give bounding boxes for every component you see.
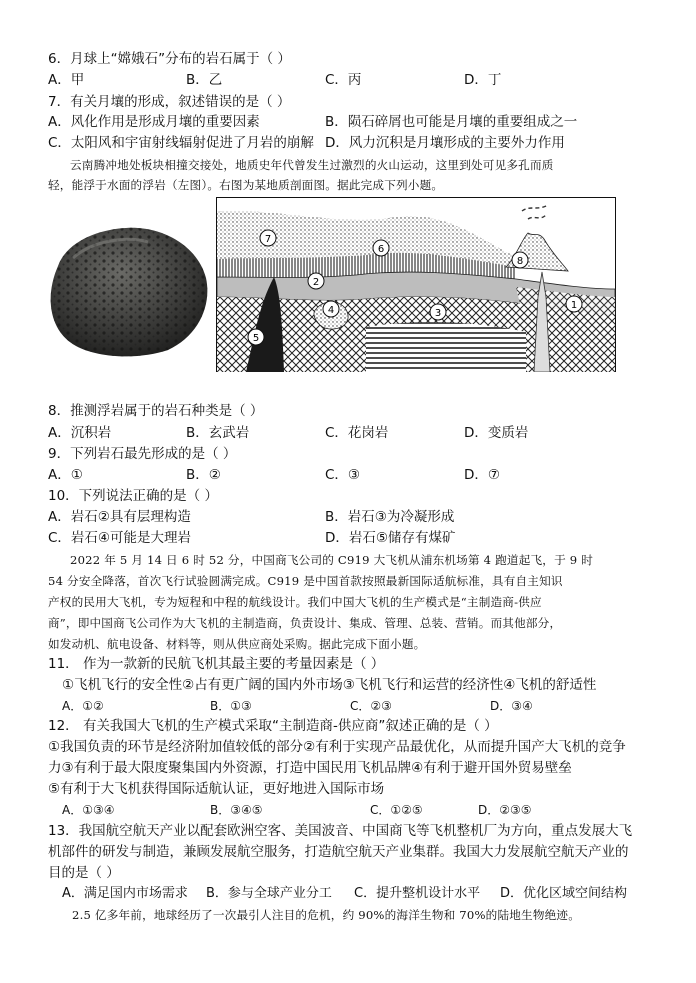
passage2-line1: 2022 年 5 月 14 日 6 时 52 分，中国商飞公司的 C919 大飞机从浦东机场第 4 跑道起飞，于 9 时 [70, 553, 594, 567]
passage2-line3: 产权的民用大飞机，专为短程和中程的航线设计。我们中国大飞机的生产模式是“主制造商-供应 [48, 595, 542, 609]
passage1-line1: 云南腾冲地处板块相撞交接处，地质史年代曾发生过激烈的火山运动，这里到处可见多孔而质 [70, 158, 554, 172]
passage2-line2: 54 分安全降落，首次飞行试验圆满完成。C919 是中国首款按照最新国际适航标准，具有自主知识 [48, 574, 563, 588]
q12-line1: ①我国负责的环节是经济附加值较低的部分②有利于实现产品最优化，从而提升国产大飞机的竞争 [48, 739, 626, 755]
q13-option-a: A．满足国内市场需求 [62, 886, 188, 901]
q12-option-b: B．③④⑤ [210, 803, 263, 817]
passage2-line5: 如发动机、航电设备、材料等，则从供应商处采购。据此完成下面小题。 [48, 637, 426, 651]
svg-text:6: 6 [377, 244, 385, 255]
q7-option-a: A．风化作用是形成月壤的重要因素 [48, 114, 260, 130]
q10-option-b: B．岩石③为冷凝形成 [325, 509, 455, 525]
q7-option-b: B．陨石碎屑也可能是月壤的重要组成之一 [325, 114, 578, 130]
q13-option-b: B．参与全球产业分工 [206, 886, 332, 901]
label-3 [430, 304, 446, 320]
q11-stem: 11． 作为一款新的民航飞机其最主要的考量因素是（ ） [48, 656, 385, 672]
q11-option-d: D．③④ [490, 699, 533, 713]
q6-option-d: D．丁 [464, 72, 502, 88]
svg-text:3: 3 [434, 308, 442, 319]
q11-option-b: B．①③ [210, 699, 252, 713]
q13-option-c: C．提升整机设计水平 [354, 886, 481, 901]
svg-text:2: 2 [312, 277, 320, 288]
label-5 [248, 329, 264, 345]
label-8 [512, 252, 528, 268]
q9-option-b: B．② [186, 467, 221, 483]
q9-option-c: C．③ [325, 467, 361, 483]
q11-option-c: C．②③ [350, 699, 392, 713]
svg-text:7: 7 [264, 234, 272, 245]
q10-option-c: C．岩石④可能是大理岩 [48, 530, 192, 546]
label-2 [308, 273, 324, 289]
q12-stem: 12． 有关我国大飞机的生产模式采取“主制造商-供应商”叙述正确的是（ ） [48, 718, 498, 734]
q8-option-d: D．变质岩 [464, 425, 529, 441]
q8-option-c: C．花岗岩 [325, 425, 389, 441]
q13-option-d: D．优化区域空间结构 [500, 886, 628, 901]
label-6 [373, 240, 389, 256]
q6-option-b: B．乙 [186, 72, 223, 88]
label-7 [260, 230, 276, 246]
q11-choices: ①飞机飞行的安全性②占有更广阔的国内外市场③飞机飞行和运营的经济性④飞机的舒适性 [62, 677, 597, 693]
q12-option-c: C．①②⑤ [370, 803, 423, 817]
q13-line3: 目的是（ ） [48, 865, 120, 881]
q11-option-a: A．①② [62, 699, 104, 713]
q7-stem: 7．有关月壤的形成，叙述错误的是（ ） [48, 94, 291, 110]
q6-stem: 6．月球上“嫦娥石”分布的岩石属于（ ） [48, 51, 291, 67]
q12-line3: ⑤有利于大飞机获得国际适航认证，更好地进入国际市场 [48, 781, 385, 797]
q6-option-c: C．丙 [325, 72, 362, 88]
q8-stem: 8．推测浮岩属于的岩石种类是（ ） [48, 403, 264, 419]
q10-option-a: A．岩石②具有层理构造 [48, 509, 191, 525]
q8-option-a: A．沉积岩 [48, 425, 112, 441]
svg-text:1: 1 [570, 300, 578, 311]
q12-option-d: D．②③⑤ [478, 803, 532, 817]
q12-option-a: A．①③④ [62, 803, 115, 817]
q10-option-d: D．岩石⑤储存有煤矿 [325, 530, 456, 546]
q9-option-d: D．⑦ [464, 467, 500, 483]
passage2-line4: 商”，即中国商飞公司作为大飞机的主制造商，负责设计、集成、管理、总装、营销。而其他部分， [48, 616, 562, 630]
q8-option-b: B．玄武岩 [186, 425, 250, 441]
pumice-rock-photo [38, 218, 214, 362]
q13-line2: 机部件的研发与制造，兼顾发展航空服务，打造航空航天产业集群。我国大力发展航空航天产业的 [48, 844, 629, 860]
svg-text:5: 5 [252, 333, 260, 344]
q12-line2: 力③有利于最大限度聚集国内外资源，打造中国民用飞机品牌④有利于避开国外贸易壁垒 [48, 760, 572, 776]
q9-stem: 9．下列岩石最先形成的是（ ） [48, 446, 237, 462]
q7-option-c: C．太阳风和宇宙射线辐射促进了月岩的崩解 [48, 135, 314, 151]
q10-stem: 10．下列说法正确的是（ ） [48, 488, 218, 504]
svg-text:4: 4 [327, 305, 335, 316]
passage1-line2: 轻，能浮于水面的浮岩（左图）。右图为某地质剖面图。据此完成下列小题。 [48, 178, 444, 192]
geologic-cross-section [216, 197, 616, 372]
q6-option-a: A．甲 [48, 72, 85, 88]
label-1 [566, 296, 582, 312]
svg-text:8: 8 [516, 256, 524, 267]
passage3-line1: 2.5 亿多年前，地球经历了一次最引人注目的危机，约 90%的海洋生物和 70%的陆地生物绝迹。 [72, 908, 581, 922]
q9-option-a: A．① [48, 467, 83, 483]
q7-option-d: D．风力沉积是月壤形成的主要外力作用 [325, 135, 565, 151]
q13-line1: 13．我国航空航天产业以配套欧洲空客、美国波音、中国商飞等飞机整机厂为方向，重点发展大飞 [48, 823, 633, 839]
label-4 [323, 301, 339, 317]
